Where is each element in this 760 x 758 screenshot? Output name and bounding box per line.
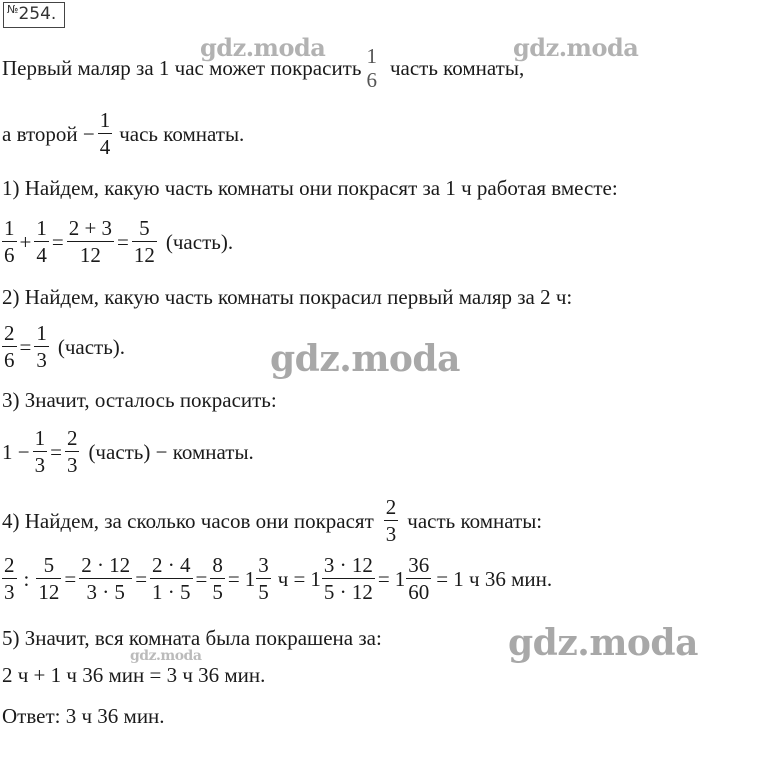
statement-text: а второй −	[2, 121, 95, 146]
answer-line	[2, 704, 165, 729]
operator: +	[19, 229, 32, 254]
operator: :	[23, 566, 30, 591]
operator: =	[227, 566, 240, 591]
fraction: 2 6	[4, 321, 15, 373]
step-text: 3) Значит, осталось покрасить:	[2, 388, 277, 412]
step-text: 1) Найдем, какую часть комнаты они покрасят за 1 ч работая вместе:	[2, 176, 618, 200]
fraction: 1 6	[366, 44, 377, 92]
step-text: 4) Найдем, за сколько часов они покрасят	[2, 508, 374, 533]
step-text: часть комнаты:	[407, 508, 543, 533]
statement-line-2	[2, 110, 244, 158]
fraction: 2 3	[385, 495, 397, 547]
fraction: 2 · 12 3 · 5	[81, 553, 131, 605]
unit-text: ч =	[277, 566, 306, 591]
fraction: 2 + 3 12	[68, 216, 113, 268]
result-text: = 1 ч 36 мин.	[436, 566, 553, 591]
statement-text: Первый маляр за 1 час может покрасить	[2, 56, 362, 80]
fraction: 8 5	[212, 553, 223, 605]
equation-1	[2, 218, 233, 266]
statement-text: часть комнаты,	[389, 56, 525, 80]
note-text: (часть) − комнаты.	[88, 439, 254, 464]
fraction: 1 3	[36, 321, 47, 373]
step-text: 2) Найдем, какую часть комнаты покрасил первый маляр за 2 ч:	[2, 285, 573, 309]
step-1	[2, 176, 618, 201]
watermark: gdz.moda	[200, 33, 326, 62]
statement-text: чась комнаты.	[119, 121, 245, 146]
problem-number: 254.	[18, 4, 57, 24]
operator: =	[51, 229, 64, 254]
result-text: 2 ч + 1 ч 36 мин = 3 ч 36 мин.	[2, 663, 266, 687]
number-sign: №	[7, 3, 19, 16]
operator: 1 −	[2, 439, 30, 464]
watermark: gdz.moda	[508, 622, 698, 664]
operator: =	[50, 439, 62, 464]
equation-2	[2, 323, 125, 371]
operator: =	[64, 566, 77, 591]
fraction: 1 3	[34, 426, 46, 478]
step-4	[2, 497, 542, 545]
equation-5	[2, 663, 265, 688]
fraction: 5 12	[133, 216, 155, 268]
fraction: 2 3	[66, 426, 78, 478]
equation-4	[2, 555, 552, 603]
operator: =	[135, 566, 148, 591]
operator: =	[377, 566, 390, 591]
mixed-number: 1 3 5	[244, 553, 269, 605]
note-text: (часть).	[165, 229, 234, 254]
problem-number-badge	[3, 2, 65, 28]
mixed-number: 1 36 60	[394, 553, 430, 605]
fraction: 2 3	[4, 553, 15, 605]
mixed-number: 1 3 · 12 5 · 12	[310, 553, 373, 605]
step-3	[2, 388, 277, 413]
fraction: 1 6	[4, 216, 15, 268]
watermark: gdz.moda	[270, 338, 460, 380]
fraction: 5 12	[38, 553, 60, 605]
operator: =	[117, 229, 129, 254]
operator: =	[19, 334, 32, 359]
watermark: gdz.moda	[130, 648, 202, 664]
operator: =	[195, 566, 208, 591]
fraction: 2 · 4 1 · 5	[152, 553, 191, 605]
step-text: 5) Значит, вся комната была покрашена за:	[2, 626, 382, 650]
watermark: gdz.moda	[513, 33, 639, 62]
fraction: 1 4	[36, 216, 47, 268]
step-5	[2, 626, 382, 651]
equation-3	[2, 428, 254, 476]
statement-line-1	[2, 46, 524, 91]
note-text: (часть).	[57, 334, 126, 359]
step-2	[2, 285, 572, 310]
answer-text: Ответ: 3 ч 36 мин.	[2, 704, 165, 728]
fraction: 1 4	[99, 108, 111, 160]
